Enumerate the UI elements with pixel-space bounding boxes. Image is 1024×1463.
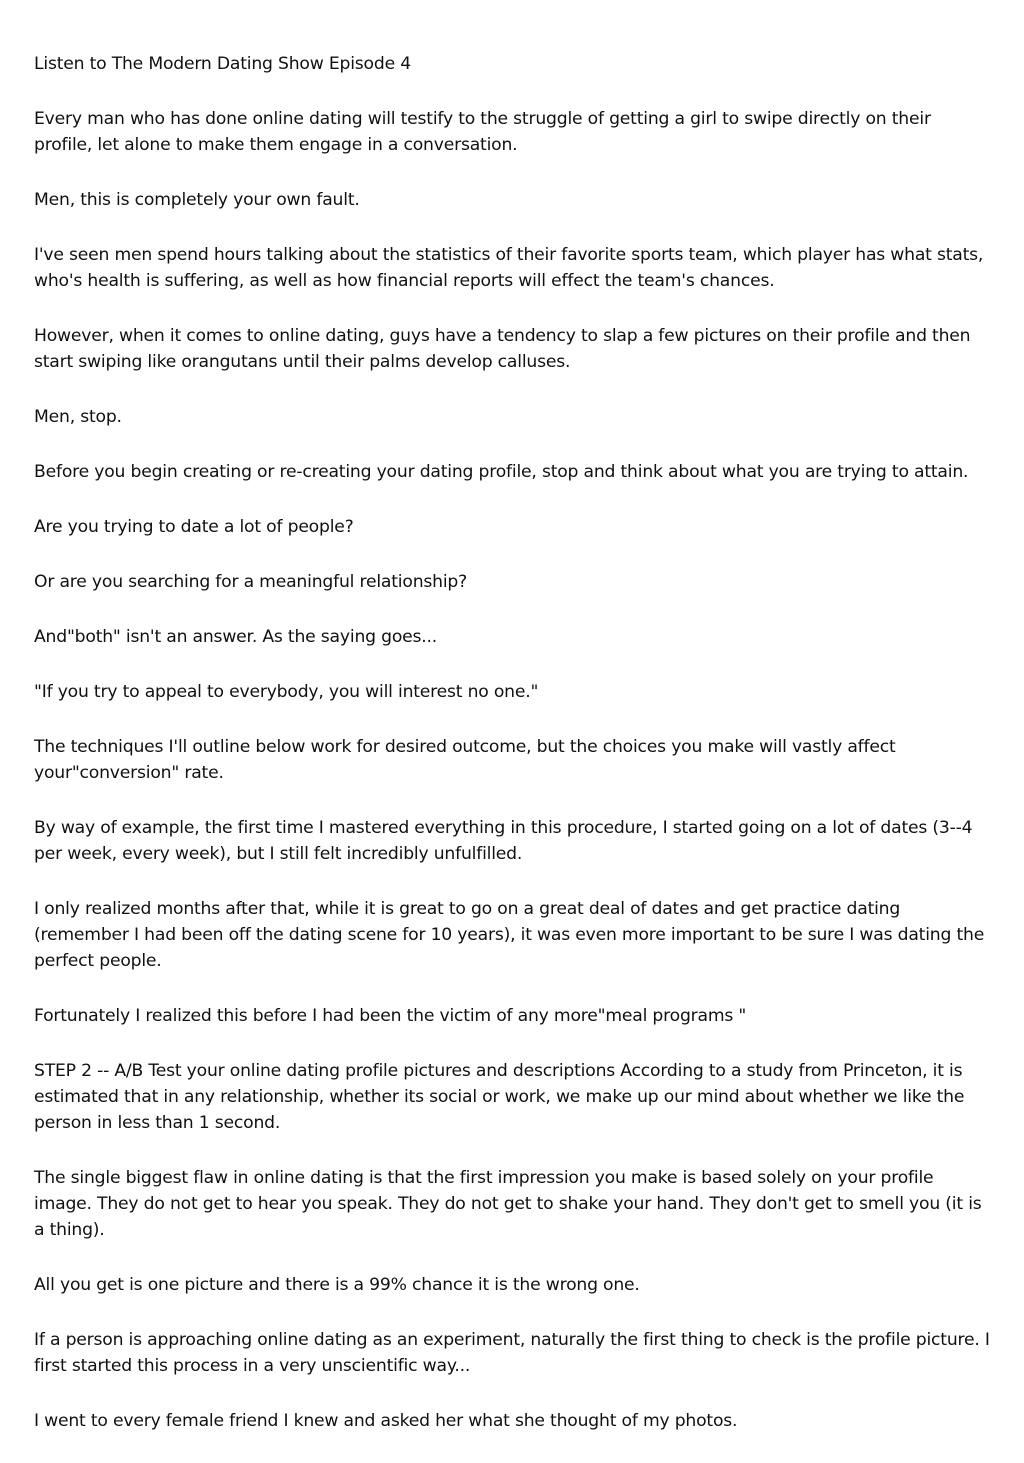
paragraph: And"both" isn't an answer. As the saying goes... [34, 627, 438, 647]
paragraph: By way of example, the first time I mastered everything in this procedure, I started going on a lot of dates (3--4 per week, every week), but I still felt incredibly unfulfilled. [34, 818, 973, 864]
paragraph: Or are you searching for a meaningful relationship? [34, 572, 468, 592]
paragraph: However, when it comes to online dating, guys have a tendency to slap a few pictures on their profile and then start swiping like orangutans until their palms develop calluses. [34, 326, 971, 372]
paragraph: Every man who has done online dating will testify to the struggle of getting a girl to swipe directly on their profile, let alone to make them engage in a conversation. [34, 109, 931, 155]
paragraph: Men, this is completely your own fault. [34, 190, 360, 210]
paragraph: Are you trying to date a lot of people? [34, 517, 354, 537]
paragraph: Fortunately I realized this before I had been the victim of any more"meal programs " [34, 1006, 747, 1026]
paragraph: I went to every female friend I knew and asked her what she thought of my photos. [34, 1411, 738, 1431]
paragraph: If a person is approaching online dating as an experiment, naturally the first thing to check is the profile picture. I first started this process in a very unscientific way... [34, 1330, 990, 1376]
paragraph: Men, stop. [34, 407, 122, 427]
paragraph: The techniques I'll outline below work for desired outcome, but the choices you make will vastly affect your"conversion" rate. [34, 737, 896, 783]
paragraph: All you get is one picture and there is a 99% chance it is the wrong one. [34, 1275, 640, 1295]
paragraph-podcast-link: Listen to The Modern Dating Show Episode 4 [34, 54, 411, 74]
paragraph-quote: "If you try to appeal to everybody, you will interest no one." [34, 682, 539, 702]
paragraph: I've seen men spend hours talking about the statistics of their favorite sports team, which player has what stats, who's health is suffering, as well as how financial reports will effect the team's chances. [34, 245, 984, 291]
document-page [34, 51, 994, 1463]
paragraph: The single biggest flaw in online dating is that the first impression you make is based solely on your profile image. They do not get to hear you speak. They do not get to shake your hand. They don't get to smell you (it is a thing). [34, 1168, 982, 1240]
paragraph: I only realized months after that, while it is great to go on a great deal of dates and get practice dating (remember I had been off the dating scene for 10 years), it was even more important to be sure I was dating the perfect people. [34, 899, 985, 971]
paragraph-step-2: STEP 2 -- A/B Test your online dating profile pictures and descriptions According to a study from Princeton, it is estimated that in any relationship, whether its social or work, we make up our mind about whether we like the person in less than 1 second. [34, 1061, 965, 1133]
paragraph: Before you begin creating or re-creating your dating profile, stop and think about what you are trying to attain. [34, 462, 969, 482]
